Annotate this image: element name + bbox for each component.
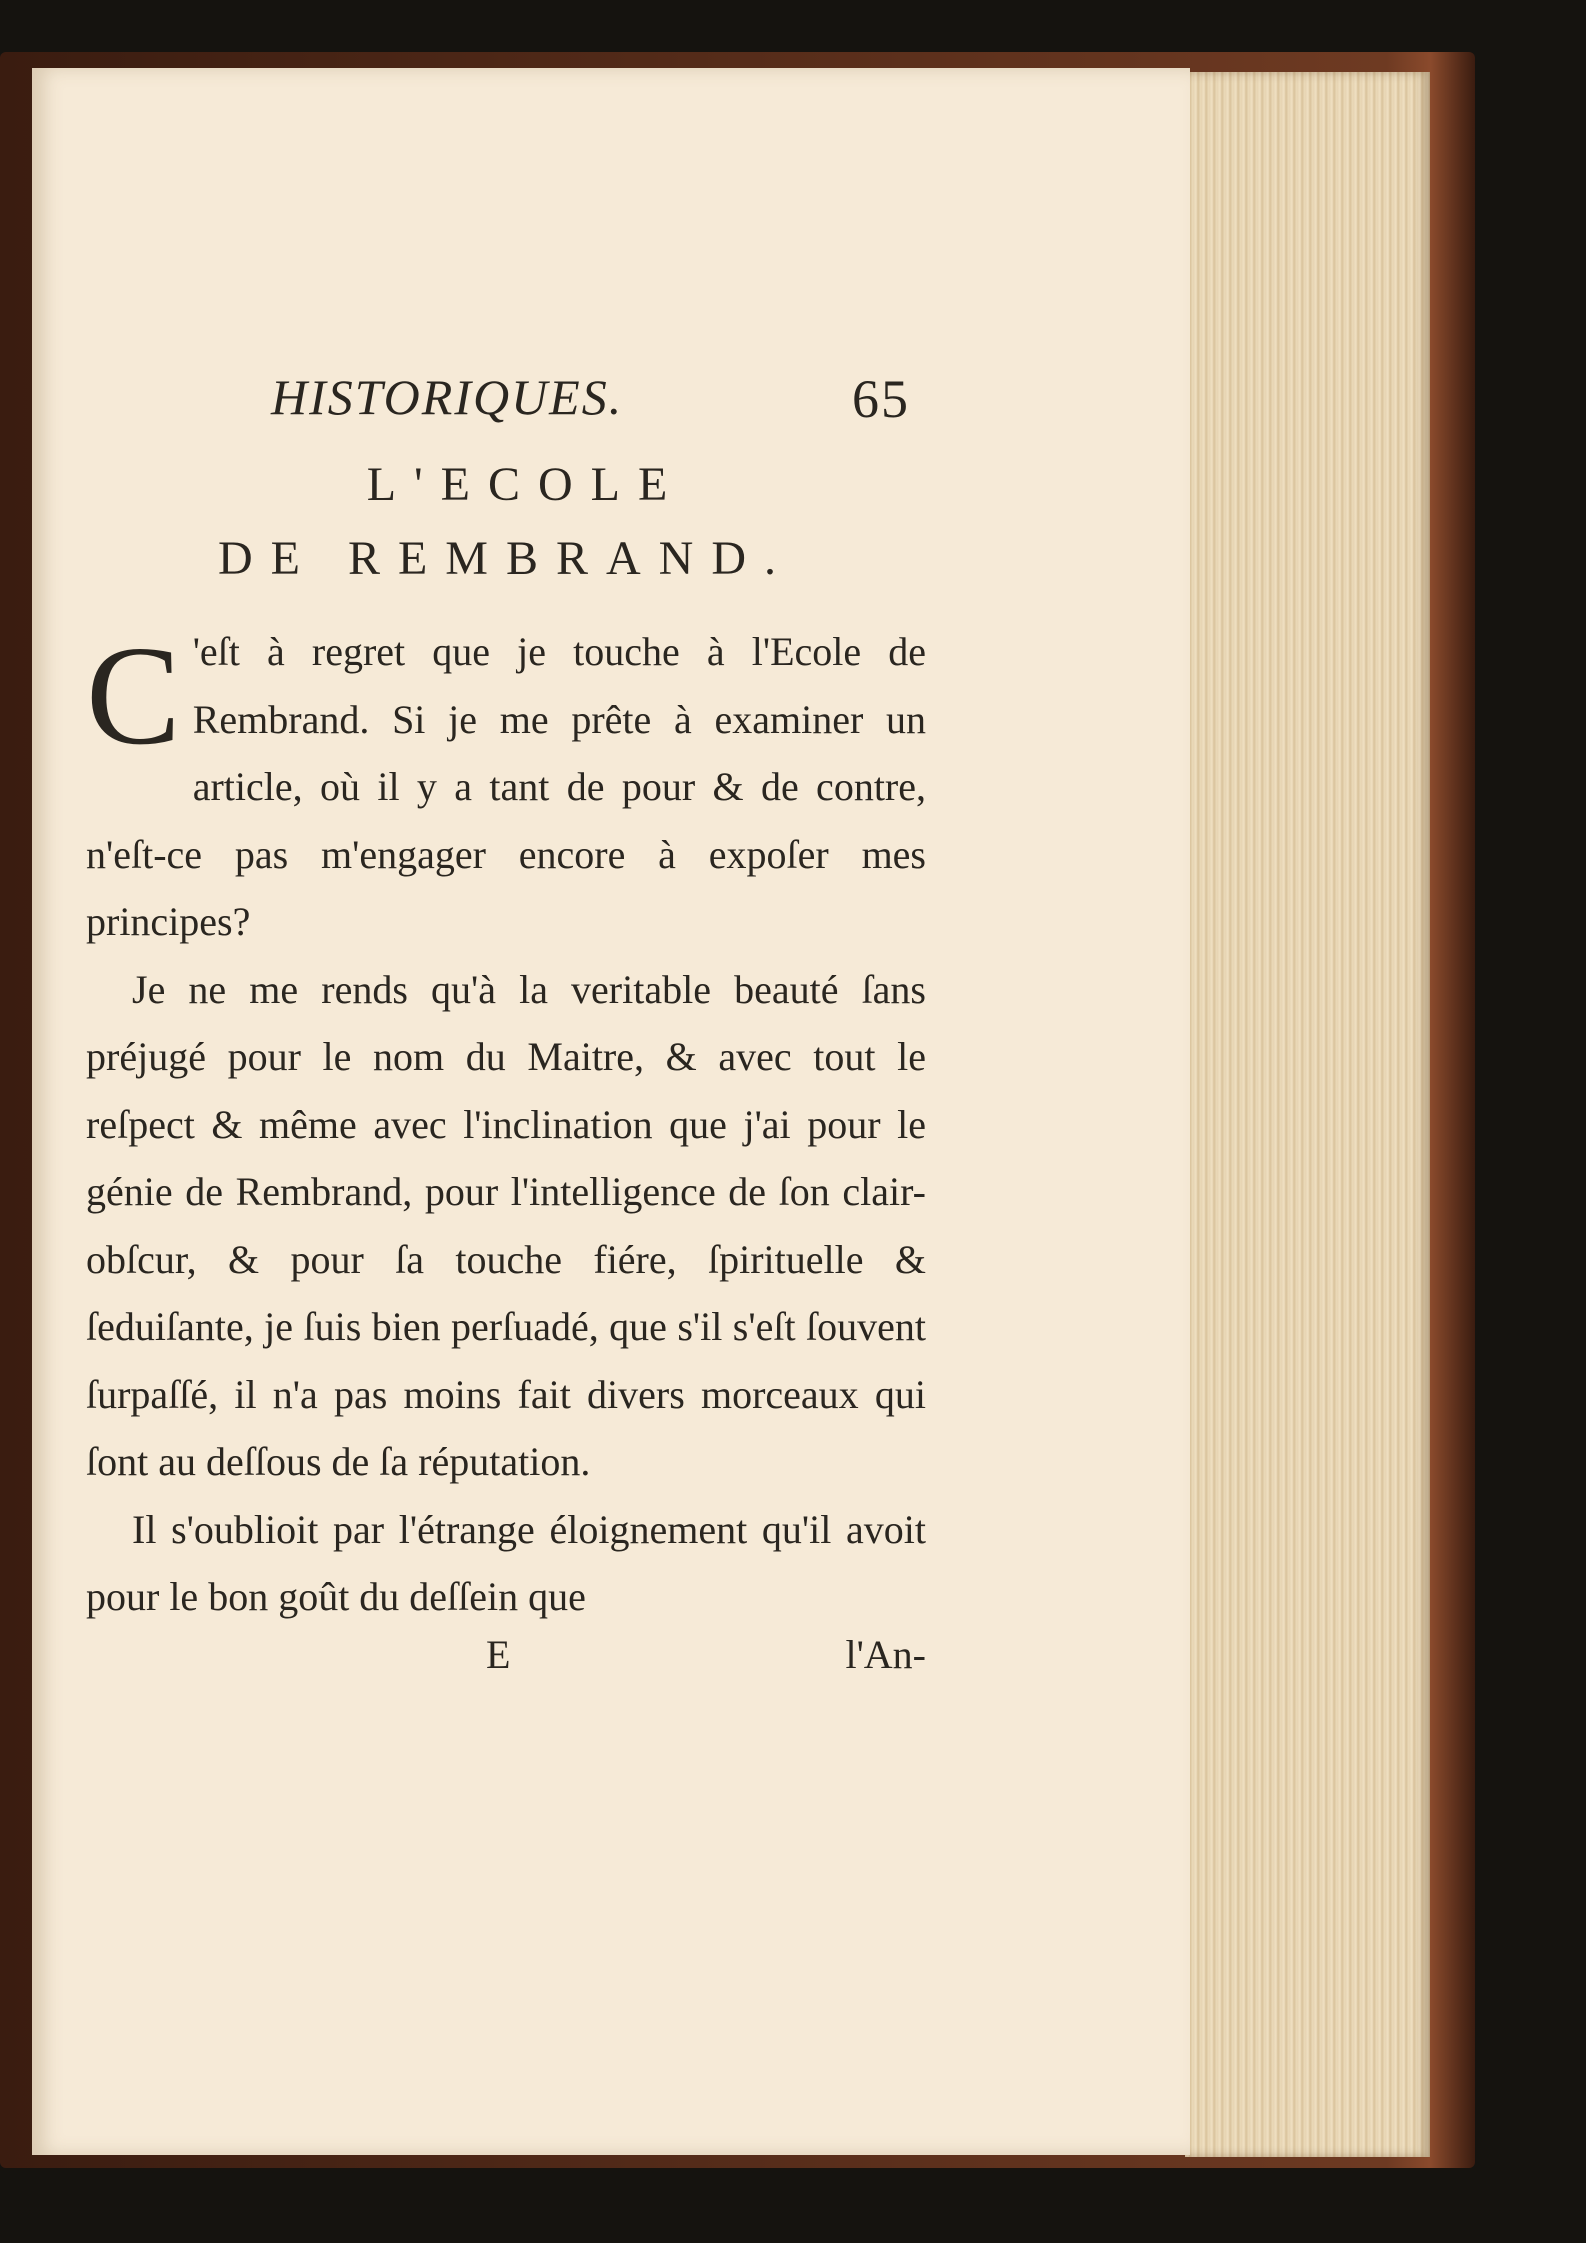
section-heading — [86, 448, 926, 596]
page-edges — [1185, 72, 1430, 2157]
paragraph-1-text: 'eſt à regret que je touche à l'Ecole de Rembrand. Si je me prête à examiner un article, où il y a tant de pour & de contre, n'eſt-ce pas m'engager encore à expoſer mes principes? — [86, 629, 926, 944]
heading-line-2: DE REMBRAND. — [217, 532, 795, 585]
book-page — [32, 68, 1190, 2155]
heading-line-1: L'ECOLE — [366, 458, 686, 511]
body-text — [86, 618, 926, 1631]
running-title: HISTORIQUES. — [271, 369, 624, 425]
text-block — [86, 368, 926, 1701]
paragraph-2: Je ne me rends qu'à la veritable beauté ſans préjugé pour le nom du Maitre, & avec tout le reſpect & même avec l'inclination que j'ai pour le génie de Rembrand, pour l'intelligence de ſon clair-obſcur, & pour ſa touche fiére, ſpirituelle & ſeduiſante, je ſuis bien perſuadé, que s'il s'eſt ſouvent ſurpaſſé, il n'a pas moins fait divers morceaux qui ſont au deſſous de ſa réputation. — [86, 966, 926, 1484]
catchword: l'An- — [845, 1631, 926, 1677]
signature-mark: E — [486, 1631, 511, 1677]
paragraph-1 — [86, 618, 926, 956]
drop-cap: C — [86, 616, 181, 774]
paragraph-3: Il s'oublioit par l'étrange éloignement qu'il avoit pour le bon goût du deſſein que — [86, 1506, 926, 1619]
running-head — [86, 368, 926, 448]
page-number: 65 — [852, 369, 910, 429]
catchline — [86, 1631, 926, 1701]
